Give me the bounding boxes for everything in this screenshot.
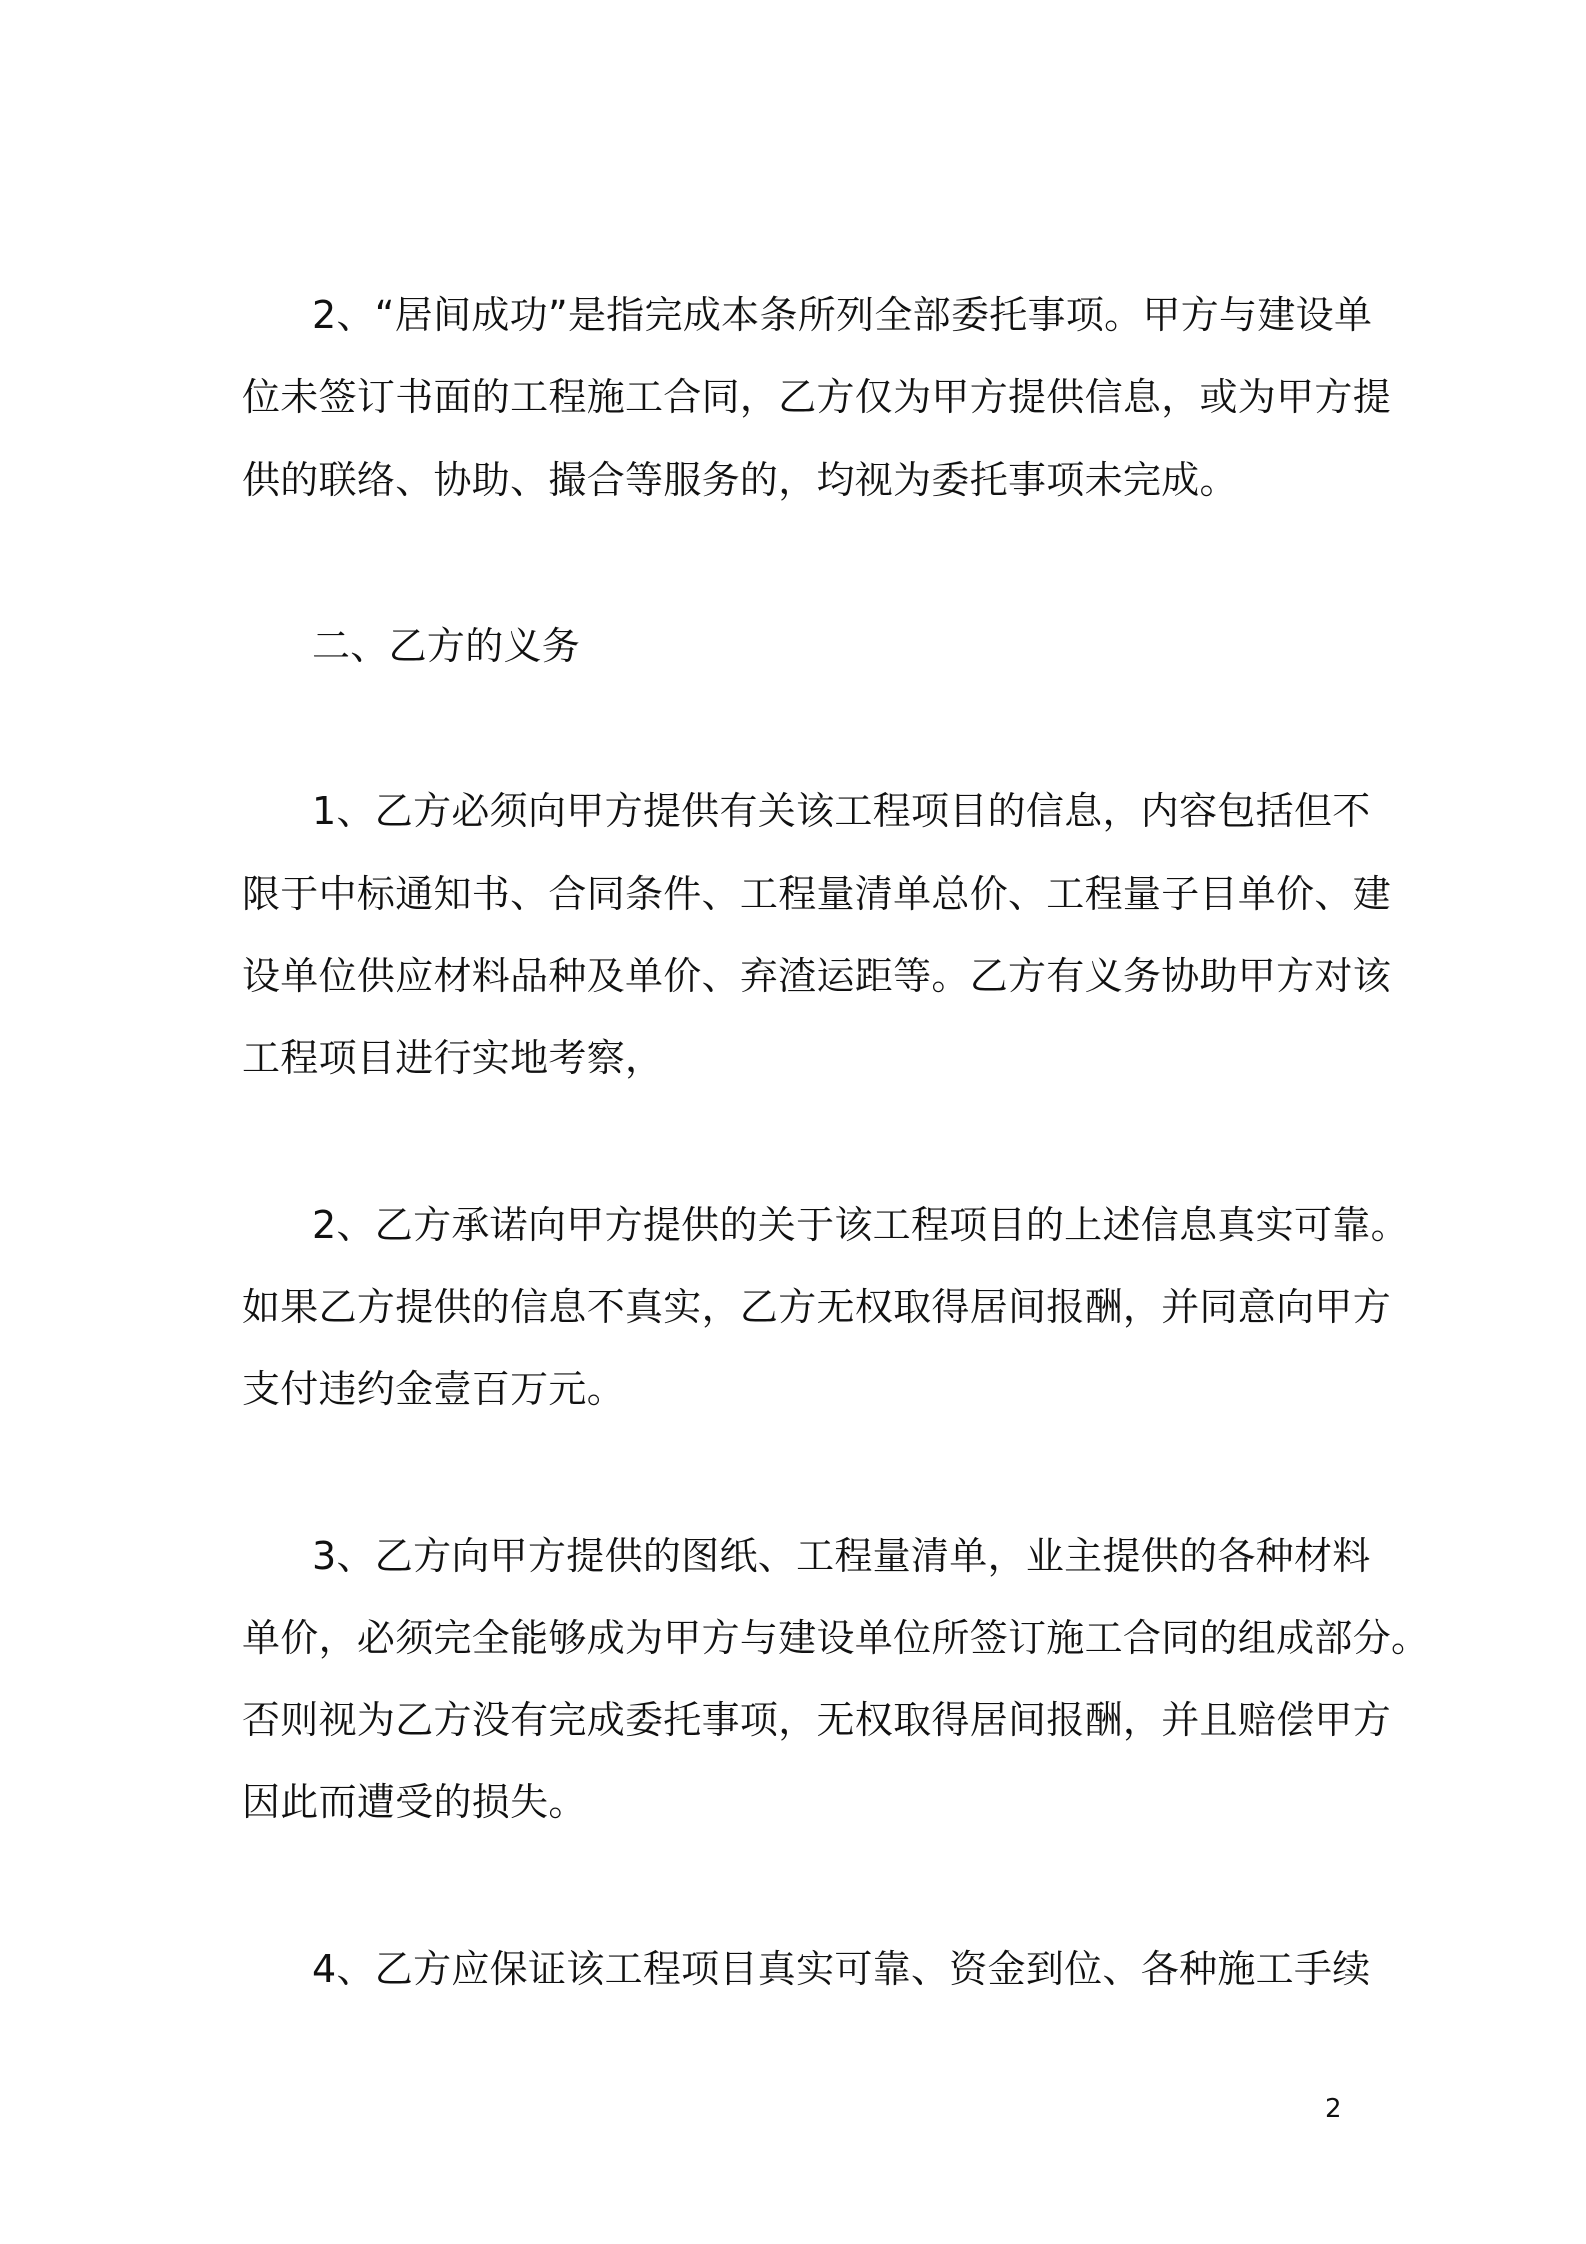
clause-2-3-line-4: 因此而遭受的损失。: [242, 1780, 587, 1824]
section-heading: 二、乙方的义务: [312, 624, 581, 668]
page-number: 2: [1325, 2094, 1342, 2124]
clause-1-2-line-1: 2、“居间成功”是指完成本条所列全部委托事项。甲方与建设单: [312, 293, 1373, 337]
clause-2-3-line-3: 否则视为乙方没有完成委托事项，无权取得居间报酬，并且赔偿甲方: [242, 1698, 1392, 1742]
clause-2-2-line-1: 2、乙方承诺向甲方提供的关于该工程项目的上述信息真实可靠。: [312, 1203, 1409, 1247]
clause-2-1-line-4: 工程项目进行实地考察，: [242, 1036, 664, 1080]
clause-1-2-line-2: 位未签订书面的工程施工合同，乙方仅为甲方提供信息，或为甲方提: [242, 375, 1392, 419]
clause-1-2-line-3: 供的联络、协助、撮合等服务的，均视为委托事项未完成。: [242, 458, 1238, 502]
clause-2-1-line-3: 设单位供应材料品种及单价、弃渣运距等。乙方有义务协助甲方对该: [242, 954, 1392, 998]
clause-2-1-line-2: 限于中标通知书、合同条件、工程量清单总价、工程量子目单价、建: [242, 872, 1392, 916]
clause-2-3-line-2: 单价，必须完全能够成为甲方与建设单位所签订施工合同的组成部分。: [242, 1616, 1430, 1660]
clause-2-3-line-1: 3、乙方向甲方提供的图纸、工程量清单，业主提供的各种材料: [312, 1534, 1371, 1578]
clause-2-4-line-1: 4、乙方应保证该工程项目真实可靠、资金到位、各种施工手续: [312, 1947, 1371, 1991]
clause-2-1-line-1: 1、乙方必须向甲方提供有关该工程项目的信息，内容包括但不: [312, 789, 1371, 833]
clause-2-2-line-3: 支付违约金壹百万元。: [242, 1367, 626, 1411]
clause-2-2-line-2: 如果乙方提供的信息不真实，乙方无权取得居间报酬，并同意向甲方: [242, 1285, 1392, 1329]
